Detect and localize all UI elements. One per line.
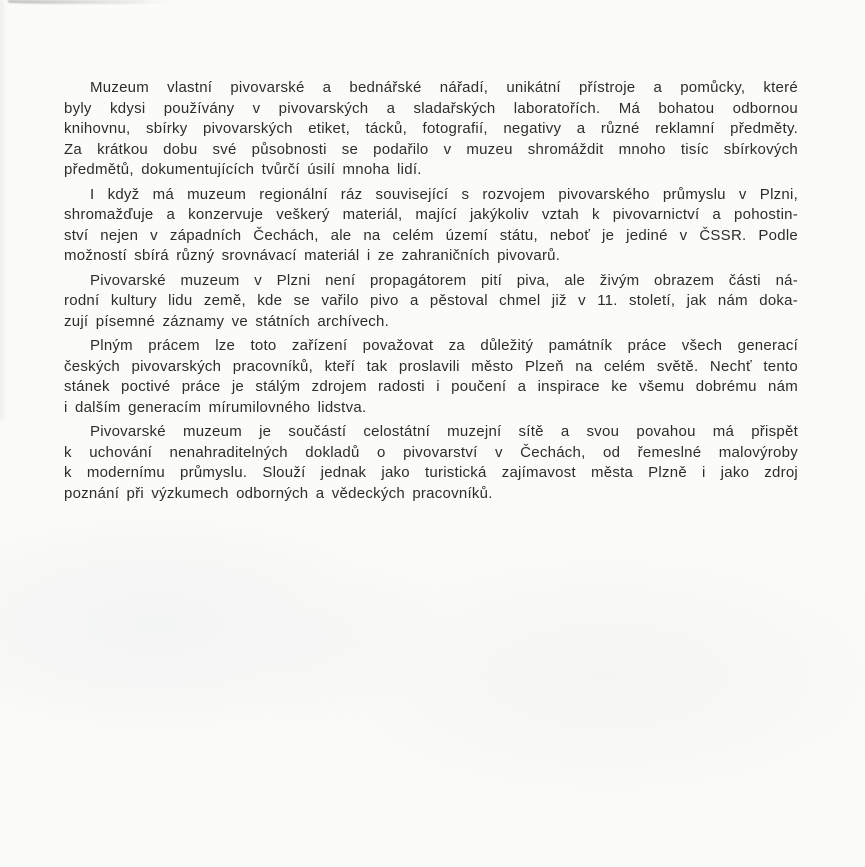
text-line: Pivovarské muzeum v Plzni není propagátorem pití piva, ale živým obrazem části ná- [90, 271, 798, 289]
scan-shadow-left [0, 0, 6, 420]
paragraph-memorial-of-work [64, 336, 798, 418]
text-line: Muzeum vlastní pivovarské a bednářské nářadí, unikátní přístroje a pomůcky, které [90, 79, 798, 96]
text-line: českých pivovarských pracovníků, kteří tak proslavili město Plzeň na celém světě. Nechť tento [64, 357, 798, 375]
text-line: stánek poctivé práce je stálým zdrojem radosti i poučení a inspirace ke všemu dobrému nám [64, 378, 798, 395]
text-line: možností sbírá různý srovnávací materiál i ze zahraničních pivovarů. [64, 247, 561, 264]
paragraph-museum-network [64, 422, 798, 504]
text-line: k uchování nenahraditelných dokladů o pivovarství v Čechách, od řemeslné malovýroby [64, 443, 798, 461]
text-line: ství nejen v západních Čechách, ale na celém území státu, neboť je jediné v ČSSR. Podle [64, 226, 798, 244]
text-line: k modernímu průmyslu. Slouží jednak jako turistická zajímavost města Plzně i jako zdroj [64, 464, 798, 481]
text-line: shromažďuje a konzervuje veškerý materiál, mající jakýkoliv vztah k pivovarnictví a pohostin- [64, 206, 798, 223]
text-line: i dalším generacím mírumilovného lidstva. [64, 398, 367, 416]
text-line: Plným prácem lze toto zařízení považovat za důležitý památník práce všech generací [90, 337, 798, 354]
text-line: předmětů, dokumentujících tvůrčí úsilí mnoha lidí. [64, 161, 422, 178]
text-line: zují písemné záznamy ve státních archívech. [64, 312, 390, 330]
paragraph-national-culture [64, 271, 798, 333]
body-text-block [64, 78, 798, 508]
text-line: I když má muzeum regionální ráz související s rozvojem pivovarského průmyslu v Plzni, [90, 185, 798, 203]
text-line: knihovnu, sbírky pivovarských etiket, tácků, fotografií, negativy a různé reklamní předměty. [64, 120, 798, 137]
text-line: rodní kultury lidu země, kde se vařilo pivo a pěstoval chmel již v 11. století, jak nám doka- [64, 292, 798, 309]
text-line: Pivovarské muzeum je součástí celostátní muzejní sítě a svou povahou má přispět [90, 423, 798, 440]
paragraph-regional-scope [64, 185, 798, 267]
scan-edge-artifact [8, 0, 173, 4]
paragraph-museum-collections [64, 78, 798, 181]
text-line: Za krátkou dobu své působnosti se podařilo v muzeu shromáždit mnoho tisíc sbírkových [64, 140, 798, 158]
text-line: byly kdysi používány v pivovarských a sladařských laboratořích. Má bohatou odbornou [64, 99, 798, 117]
text-line: poznání při výzkumech odborných a vědeckých pracovníků. [64, 484, 493, 502]
